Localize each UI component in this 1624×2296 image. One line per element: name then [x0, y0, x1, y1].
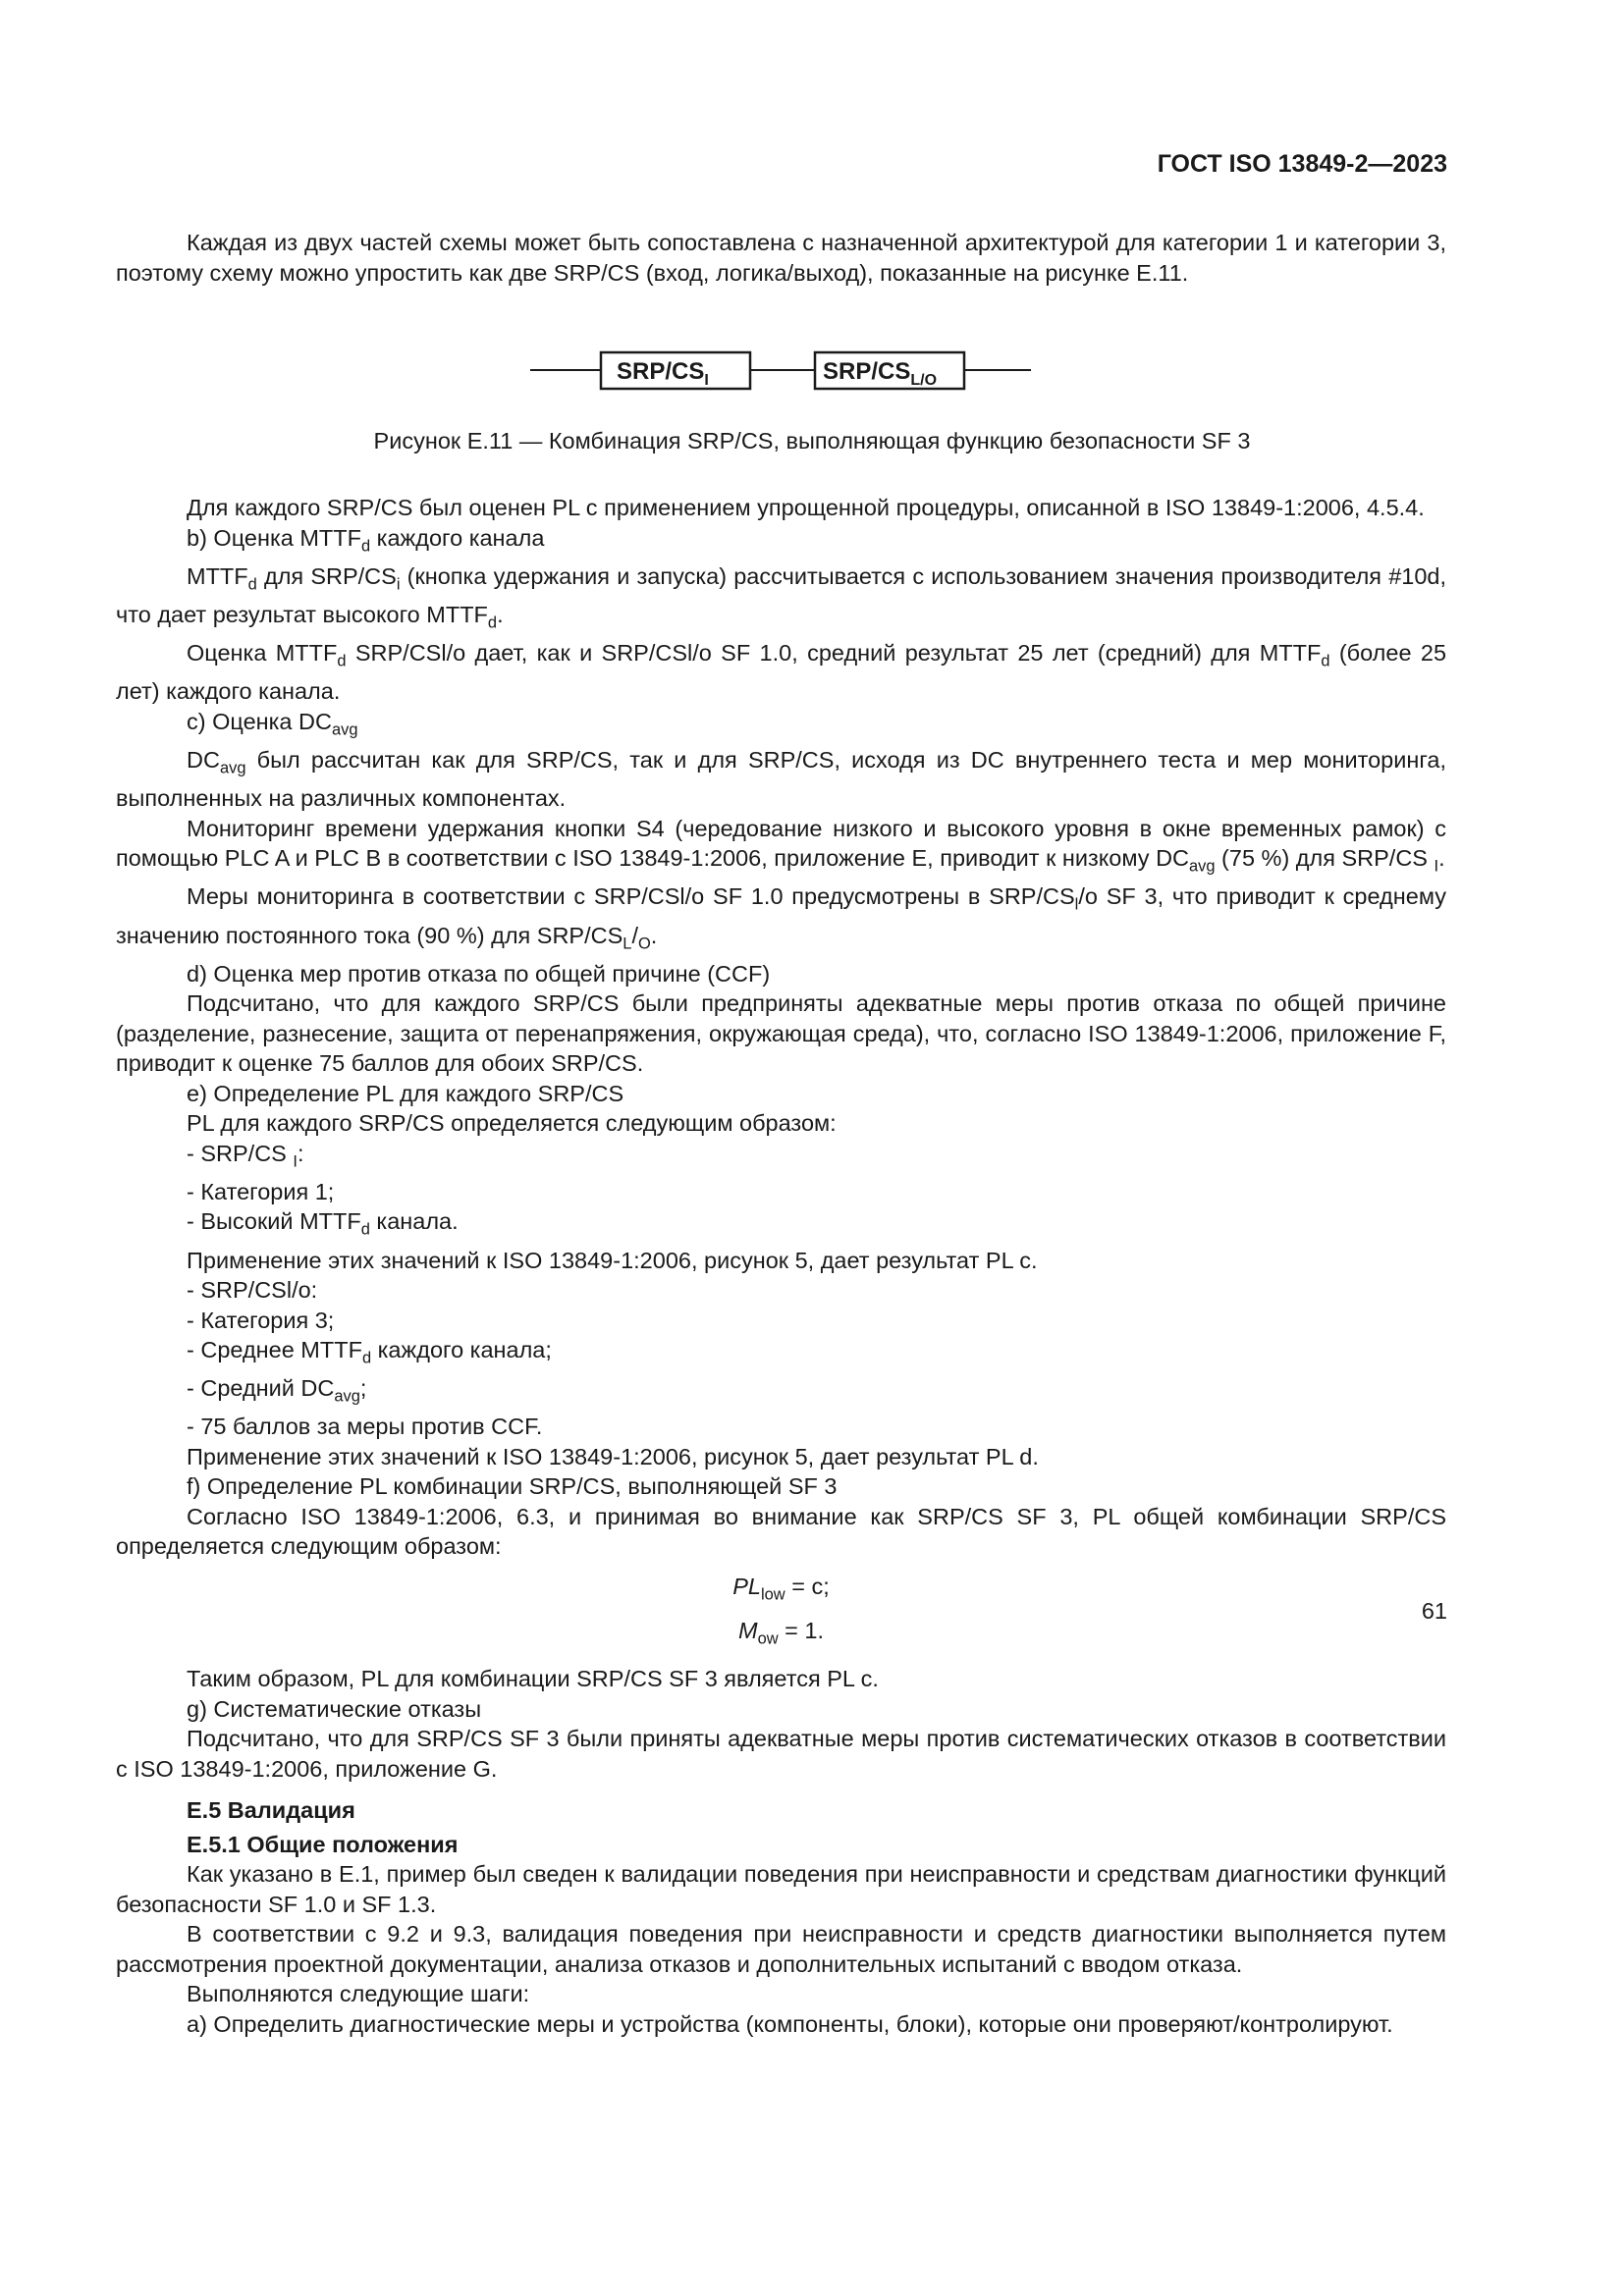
- list-item: - Среднее $MTTF_d$ каждого канала;: [187, 1337, 552, 1367]
- intro-paragraph: Каждая из двух частей схемы может быть сопоставлена с назначенной архитектурой для категории 1 и категории 3, поэтому схему можно упростить как две SRP/CS (вход, логика/выход), показанные на рисунке Е.11.: [116, 230, 1446, 286]
- paragraph: Подсчитано, что для каждого SRP/CS были предприняты адекватные меры против отказа по общей причине (разделение, разнесение, защита от перенапряжения, окружающая среда), что, согласно ISO 13849-1:2006, приложение F, приводит к оценке 75 баллов для обоих SRP/CS.: [116, 990, 1446, 1077]
- list-item: - Категория 1;: [187, 1178, 335, 1204]
- section-heading-e5: Е.5 Валидация: [187, 1797, 355, 1824]
- figure-e11: [530, 344, 1031, 398]
- item-e-heading: e) Определение PL для каждого SRP/CS: [187, 1080, 624, 1106]
- paragraph: Выполняются следующие шаги:: [187, 1981, 530, 2007]
- item-d-heading: d) Оценка мер против отказа по общей причине (CCF): [187, 960, 771, 987]
- section-heading-e51: Е.5.1 Общие положения: [187, 1831, 459, 1857]
- paragraph: Таким образом, PL для комбинации SRP/CS SF 3 является PL c.: [187, 1666, 879, 1692]
- item-g-heading: g) Систематические отказы: [187, 1695, 482, 1722]
- block-input-label: SRP/$CS_I$: [617, 358, 709, 389]
- block-logic-output-label: SRP/$CS_{L/O}$: [823, 358, 938, 389]
- paragraph: Для каждого SRP/CS был оценен PL с применением упрощенной процедуры, описанной в ISO 13849-1:2006, 4.5.4.: [187, 495, 1425, 520]
- item-f-heading: f) Определение PL комбинации SRP/CS, выполняющей SF 3: [187, 1473, 838, 1500]
- list-item: - SRP/CS $_I$:: [187, 1140, 304, 1171]
- intro-text: [116, 228, 1446, 288]
- paragraph: Как указано в Е.1, пример был сведен к валидации поведения при неисправности и средствам диагностики функций безопасности SF 1.0 и SF 1.3.: [116, 1861, 1446, 1917]
- srp-cs-combination-diagram: [530, 344, 1031, 398]
- list-item: - Средний $DC_{avg}$;: [187, 1375, 367, 1406]
- main-body: [116, 493, 1446, 2039]
- paragraph: Подсчитано, что для SRP/CS SF 3 были приняты адекватные меры против систематических отказов в соответствии с ISO 13849-1:2006, приложение G.: [116, 1726, 1446, 1782]
- item-c-heading: c) Оценка $DC_{avg}$: [187, 708, 358, 739]
- figure-caption: Рисунок Е.11 — Комбинация SRP/CS, выполняющая функцию безопасности SF 3: [373, 428, 1251, 454]
- paragraph: PL для каждого SRP/CS определяется следующим образом:: [187, 1110, 837, 1137]
- paragraph: Согласно ISO 13849-1:2006, 6.3, и принимая во внимание как SRP/CS SF 3, PL общей комбинации SRP/CS определяется следующим образом:: [116, 1503, 1446, 1560]
- paragraph: В соответствии с 9.2 и 9.3, валидация поведения при неисправности и средств диагностики выполняется путем рассмотрения проектной документации, анализа отказов и дополнительных испытаний с вводом отказа.: [116, 1921, 1446, 1977]
- paragraph: Применение этих значений к ISO 13849-1:2006, рисунок 5, дает результат PL d.: [187, 1443, 1039, 1469]
- paragraph: $DC_{avg}$ был рассчитан как для SRP/CS, так и для SRP/CS, исходя из DC внутреннего теста и мер мониторинга, выполненных на различных компонентах.: [116, 746, 1446, 812]
- paragraph: a) Определить диагностические меры и устройства (компоненты, блоки), которые они проверяют/контролируют.: [187, 2010, 1393, 2037]
- paragraph: $MTTF_d$ для SRP/$CS_i$ (кнопка удержания и запуска) рассчитывается с использованием значения производителя #10d, что дает результат высокого $MTTF_d$.: [116, 562, 1446, 632]
- document-header: ГОСТ ISO 13849-2—2023: [1157, 150, 1447, 178]
- list-item: - 75 баллов за меры против CCF.: [187, 1414, 543, 1440]
- list-item: - Категория 3;: [187, 1307, 335, 1333]
- paragraph: Оценка $MTTF_d$ SRP/CSl/o дает, как и SRP/CSl/o SF 1.0, средний результат 25 лет (средний) для $MTTF_d$ (более 25 лет) каждого канала.: [116, 640, 1447, 705]
- paragraph: Мониторинг времени удержания кнопки S4 (чередование низкого и высокого уровня в окне временных рамок) с помощью PLC A и PLC B в соответствии с ISO 13849-1:2006, приложение E, приводит к низкому $DC_{avg}$ (75 %) для SRP/CS $_I$.: [116, 815, 1446, 876]
- item-b-heading: b) Оценка $MTTF_d$ каждого канала: [187, 524, 545, 556]
- formula-m-ow: $M_{ow} = 1$.: [738, 1618, 824, 1648]
- paragraph: Меры мониторинга в соответствии с SRP/CSl/o SF 1.0 предусмотрены в SRP/$CS_l/o$ SF 3, что приводит к среднему значению постоянного тока (90 %) для SRP/$CS_L/_O$.: [116, 883, 1446, 953]
- formula-pl-low: $PL_{low} = c$;: [732, 1573, 830, 1604]
- list-item: - SRP/CSl/o:: [187, 1277, 318, 1304]
- page-number: 61: [1421, 1598, 1447, 1624]
- paragraph: Применение этих значений к ISO 13849-1:2006, рисунок 5, дает результат PL c.: [187, 1247, 1038, 1273]
- list-item: - Высокий $MTTF_d$ канала.: [187, 1208, 459, 1240]
